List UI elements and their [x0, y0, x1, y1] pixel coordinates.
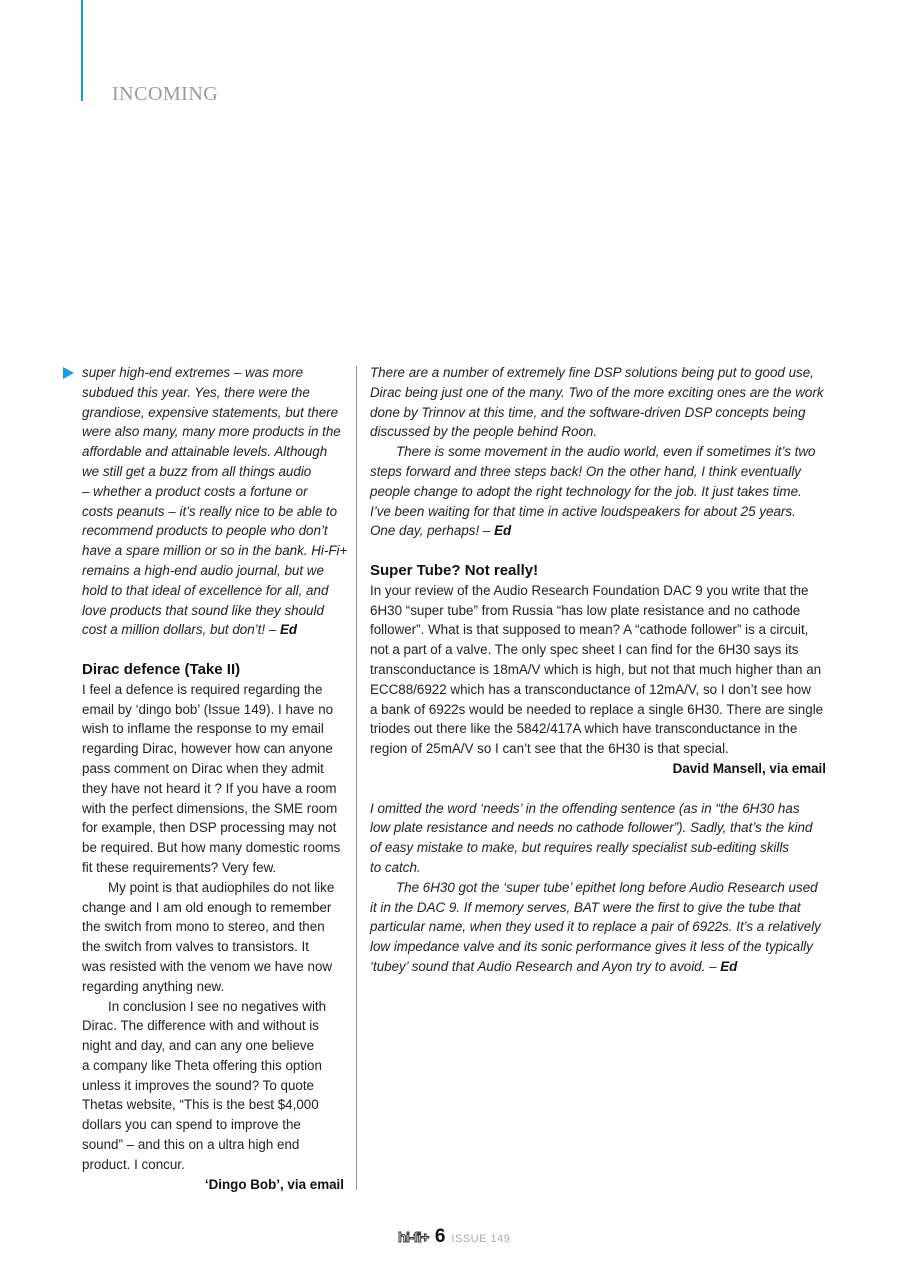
line-text: ECC88/6922 which has a transconductance of 12mA/V, so I don’t see how	[370, 681, 811, 697]
text-line	[82, 977, 344, 997]
line-text: discussed by the people behind Roon.	[370, 424, 598, 440]
text-line	[370, 660, 826, 680]
line-text: I’ve been waiting for that time in active loudspeakers for about 25 years.	[370, 503, 796, 519]
letter-paragraph	[82, 997, 344, 1175]
letter-signature	[370, 759, 826, 779]
text-line	[82, 1076, 344, 1096]
line-text: triodes out there like the 5842/417A which have transconductance in the	[370, 721, 798, 737]
line-text: Dirac defence (Take II)	[82, 660, 241, 678]
column-divider	[356, 366, 357, 1190]
editor-reply-paragraph	[370, 799, 826, 878]
line-text: I omitted the word ‘needs’ in the offending sentence (as in “the 6H30 has	[370, 800, 800, 816]
text-line	[82, 917, 344, 937]
line-text: night and day, and can any one believe	[82, 1038, 315, 1054]
line-text: product. I concur.	[82, 1156, 185, 1172]
line-text: they have not heard it ? If you have a room	[82, 780, 337, 796]
text-line	[370, 957, 826, 977]
text-line	[370, 383, 826, 403]
text-line	[370, 917, 826, 937]
line-text: region of 25mA/V so I can’t see that the 6H30 is that special.	[370, 741, 729, 757]
page-number: 6	[434, 1226, 446, 1247]
text-line	[370, 561, 826, 581]
editor-signoff: Ed	[494, 523, 512, 539]
letter-heading	[370, 561, 826, 581]
line-text: 6H30 “super tube” from Russia “has low plate resistance and no cathode	[370, 602, 801, 618]
line-text: regarding anything new.	[82, 978, 225, 994]
line-text: low plate resistance and needs no cathode follower”). Sadly, that’s the kind	[370, 820, 813, 836]
letter-signature	[82, 1175, 344, 1195]
text-line	[82, 601, 344, 621]
line-text: Dirac. The difference with and without is	[82, 1018, 319, 1034]
line-text: done by Trinnov at this time, and the software-driven DSP concepts being	[370, 404, 806, 420]
text-line	[82, 1155, 344, 1175]
line-text: grandiose, expensive statements, but there	[82, 404, 339, 420]
line-text: The 6H30 got the ‘super tube’ epithet long before Audio Research used	[396, 879, 818, 895]
text-line	[82, 561, 344, 581]
text-line	[82, 363, 344, 383]
text-line	[82, 700, 344, 720]
text-line	[82, 680, 344, 700]
line-text: a company like Theta offering this option	[82, 1057, 322, 1073]
left-column	[82, 363, 348, 1194]
text-line	[370, 521, 826, 541]
line-text: a bank of 6922s would be needed to replace a single 6H30. There are single	[370, 701, 824, 717]
line-text: There is some movement in the audio world, even if sometimes it’s two	[396, 444, 816, 460]
hifi-logo: hi-fi+	[398, 1229, 429, 1245]
text-line	[82, 858, 344, 878]
text-line	[82, 1036, 344, 1056]
line-text: super high-end extremes – was more	[82, 365, 304, 380]
text-line	[82, 838, 344, 858]
line-text: the switch from mono to stereo, and then	[82, 919, 325, 935]
letter-paragraph	[82, 878, 344, 997]
text-line	[370, 700, 826, 720]
line-text: David Mansell, via email	[672, 760, 826, 776]
line-text: steps forward and three steps back! On the other hand, I think eventually	[370, 463, 801, 479]
text-line	[82, 719, 344, 739]
text-line	[82, 1115, 344, 1135]
line-text: of easy mistake to make, but requires really specialist sub-editing skills	[370, 840, 790, 856]
line-text: be required. But how many domestic rooms	[82, 840, 341, 856]
line-text: In your review of the Audio Research Foundation DAC 9 you write that the	[370, 582, 809, 598]
text-line	[370, 581, 826, 601]
line-text: Dirac being just one of the many. Two of the more exciting ones are the work	[370, 384, 824, 400]
line-text: affordable and attainable levels. Although	[82, 444, 328, 460]
line-text: sound” – and this on a ultra high end	[82, 1137, 300, 1153]
line-text: not a part of a valve. The only spec sheet I can find for the 6H30 says its	[370, 642, 799, 658]
text-line	[370, 482, 826, 502]
editor-signoff: Ed	[720, 958, 738, 974]
text-line	[370, 818, 826, 838]
line-text: ‘tubey’ sound that Audio Research and Ayon try to avoid. –	[370, 958, 721, 974]
line-text: Thetas website, “This is the best $4,000	[82, 1097, 319, 1113]
editor-reply-paragraph	[370, 878, 826, 977]
text-line	[82, 620, 344, 640]
line-text: There are a number of extremely fine DSP solutions being put to good use,	[370, 365, 814, 380]
text-line	[370, 838, 826, 858]
text-line	[82, 502, 344, 522]
line-text: email by ‘dingo bob’ (Issue 149). I have no	[82, 701, 334, 717]
right-column	[370, 363, 826, 977]
line-text: pass comment on Dirac when they admit	[82, 760, 324, 776]
text-line	[82, 739, 344, 759]
text-line	[370, 858, 826, 878]
line-text: have a spare million or so in the bank. Hi-Fi+	[82, 543, 348, 559]
text-line	[370, 739, 826, 759]
text-line	[82, 383, 344, 403]
text-line	[82, 818, 344, 838]
line-text: dollars you can spend to improve the	[82, 1117, 301, 1133]
text-line	[82, 1175, 344, 1195]
text-line	[370, 640, 826, 660]
text-line	[370, 898, 826, 918]
issue-label: ISSUE 149	[451, 1233, 511, 1245]
line-text: One day, perhaps! –	[370, 523, 495, 539]
text-line	[82, 541, 348, 561]
line-text: ‘Dingo Bob’, via email	[204, 1176, 344, 1192]
text-line	[82, 462, 344, 482]
line-text: change and I am old enough to remember	[82, 899, 332, 915]
line-text: low impedance valve and its sonic performance gives it less of the typically	[370, 939, 813, 955]
line-text: In conclusion I see no negatives with	[108, 998, 327, 1014]
line-text: My point is that audiophiles do not like	[108, 879, 335, 895]
text-line	[370, 442, 826, 462]
text-line	[82, 937, 344, 957]
text-line	[82, 997, 344, 1017]
text-line	[370, 462, 826, 482]
text-line	[370, 620, 826, 640]
text-line	[82, 581, 344, 601]
editor-reply-paragraph	[370, 363, 826, 442]
text-line	[82, 878, 344, 898]
line-text: unless it improves the sound? To quote	[82, 1077, 315, 1093]
editor-signoff: Ed	[279, 622, 298, 638]
text-line	[82, 1016, 344, 1036]
text-line	[82, 898, 344, 918]
line-text: recommend products to people who don’t	[82, 523, 328, 539]
line-text: – whether a product costs a fortune or	[82, 483, 308, 499]
line-text: people change to adopt the right technology for the job. It just takes time.	[370, 483, 802, 499]
text-line	[82, 482, 344, 502]
text-line	[370, 502, 826, 522]
page-footer	[398, 1226, 510, 1248]
line-text: regarding Dirac, however how can anyone	[82, 741, 333, 757]
text-line	[370, 759, 826, 779]
text-line	[82, 442, 344, 462]
text-line	[370, 680, 826, 700]
line-text: were also many, many more products in the	[82, 424, 341, 440]
text-line	[370, 878, 826, 898]
text-line	[82, 957, 344, 977]
text-line	[82, 1095, 344, 1115]
text-line	[82, 521, 344, 541]
text-line	[82, 1056, 344, 1076]
line-text: costs peanuts – it’s really nice to be able to	[82, 503, 338, 519]
line-text: follower”. What is that supposed to mean? A “cathode follower” is a circuit,	[370, 622, 809, 638]
line-text: cost a million dollars, but don’t! –	[82, 622, 280, 638]
line-text: transconductance is 18mA/V which is high, but not that much higher than an	[370, 661, 822, 677]
text-line	[370, 937, 826, 957]
line-text: love products that sound like they should	[82, 602, 324, 618]
text-line	[82, 759, 344, 779]
letter-paragraph	[82, 680, 344, 878]
section-title: INCOMING	[112, 83, 219, 105]
line-text: remains a high-end audio journal, but we	[82, 562, 324, 578]
text-line	[82, 403, 344, 423]
line-text: wish to inflame the response to my email	[82, 721, 324, 737]
accent-rule	[81, 0, 83, 101]
text-line	[370, 601, 826, 621]
text-line	[370, 719, 826, 739]
line-text: we still get a buzz from all things audio	[82, 463, 312, 479]
text-line	[82, 660, 344, 680]
text-line	[82, 422, 344, 442]
line-text: with the perfect dimensions, the SME room	[82, 800, 338, 816]
line-text: the switch from valves to transistors. It	[82, 939, 309, 955]
line-text: for example, then DSP processing may not	[82, 820, 337, 836]
line-text: subdued this year. Yes, there were the	[82, 384, 310, 400]
text-line	[82, 799, 344, 819]
text-line	[370, 363, 826, 383]
line-text: was resisted with the venom we have now	[82, 958, 333, 974]
continuation-arrow-icon	[63, 367, 74, 379]
text-line	[370, 799, 826, 819]
line-text: hold to that ideal of excellence for all, and	[82, 582, 329, 598]
text-line	[82, 1135, 344, 1155]
line-text: particular name, when they used it to replace a pair of 6922s. It’s a relatively	[370, 919, 821, 935]
editor-reply-paragraph	[82, 363, 348, 640]
line-text: I feel a defence is required regarding the	[82, 681, 323, 697]
line-text: Super Tube? Not really!	[370, 561, 539, 579]
text-line	[82, 779, 344, 799]
text-line	[370, 422, 826, 442]
text-line	[370, 403, 826, 423]
editor-reply-paragraph	[370, 442, 826, 541]
letter-heading	[82, 660, 344, 680]
line-text: to catch.	[370, 859, 421, 875]
letter-paragraph	[370, 581, 826, 759]
line-text: it in the DAC 9. If memory serves, BAT were the first to give the tube that	[370, 899, 801, 915]
line-text: fit these requirements? Very few.	[82, 859, 277, 875]
